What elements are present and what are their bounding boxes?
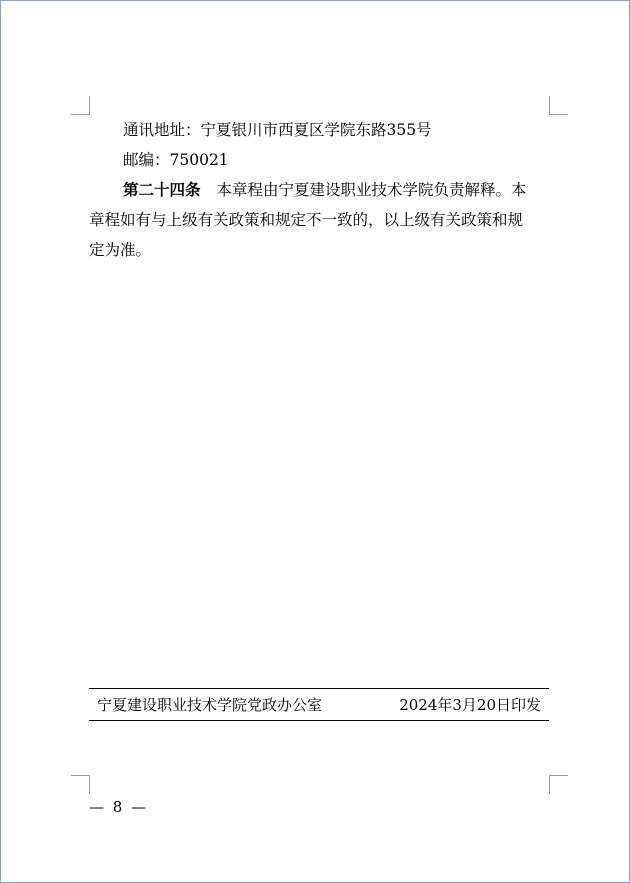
article-first-line <box>123 180 527 200</box>
article-title: 第二十四条 <box>123 180 201 199</box>
article-text-line1: 本章程由宁夏建设职业技术学院负责解释。本 <box>216 181 527 199</box>
postcode-line: 邮编：750021 <box>123 151 229 169</box>
footer-issue-date: 2024年3月20日印发 <box>399 696 541 714</box>
footer-issuer: 宁夏建设职业技术学院党政办公室 <box>97 696 323 714</box>
crop-mark-bottom-left <box>71 775 90 794</box>
article-text-line2: 章程如有与上级有关政策和规定不一致的，以上级有关政策和规 <box>89 211 524 229</box>
page-number: — 8 — <box>89 798 149 816</box>
crop-mark-top-right <box>549 96 568 115</box>
article-text-line3: 定为准。 <box>89 241 152 259</box>
crop-mark-bottom-right <box>549 775 568 794</box>
footer-bottom-rule <box>89 720 549 721</box>
footer-top-rule <box>89 688 549 689</box>
address-line: 通讯地址：宁夏银川市西夏区学院东路355号 <box>123 121 432 139</box>
crop-mark-top-left <box>71 96 90 115</box>
